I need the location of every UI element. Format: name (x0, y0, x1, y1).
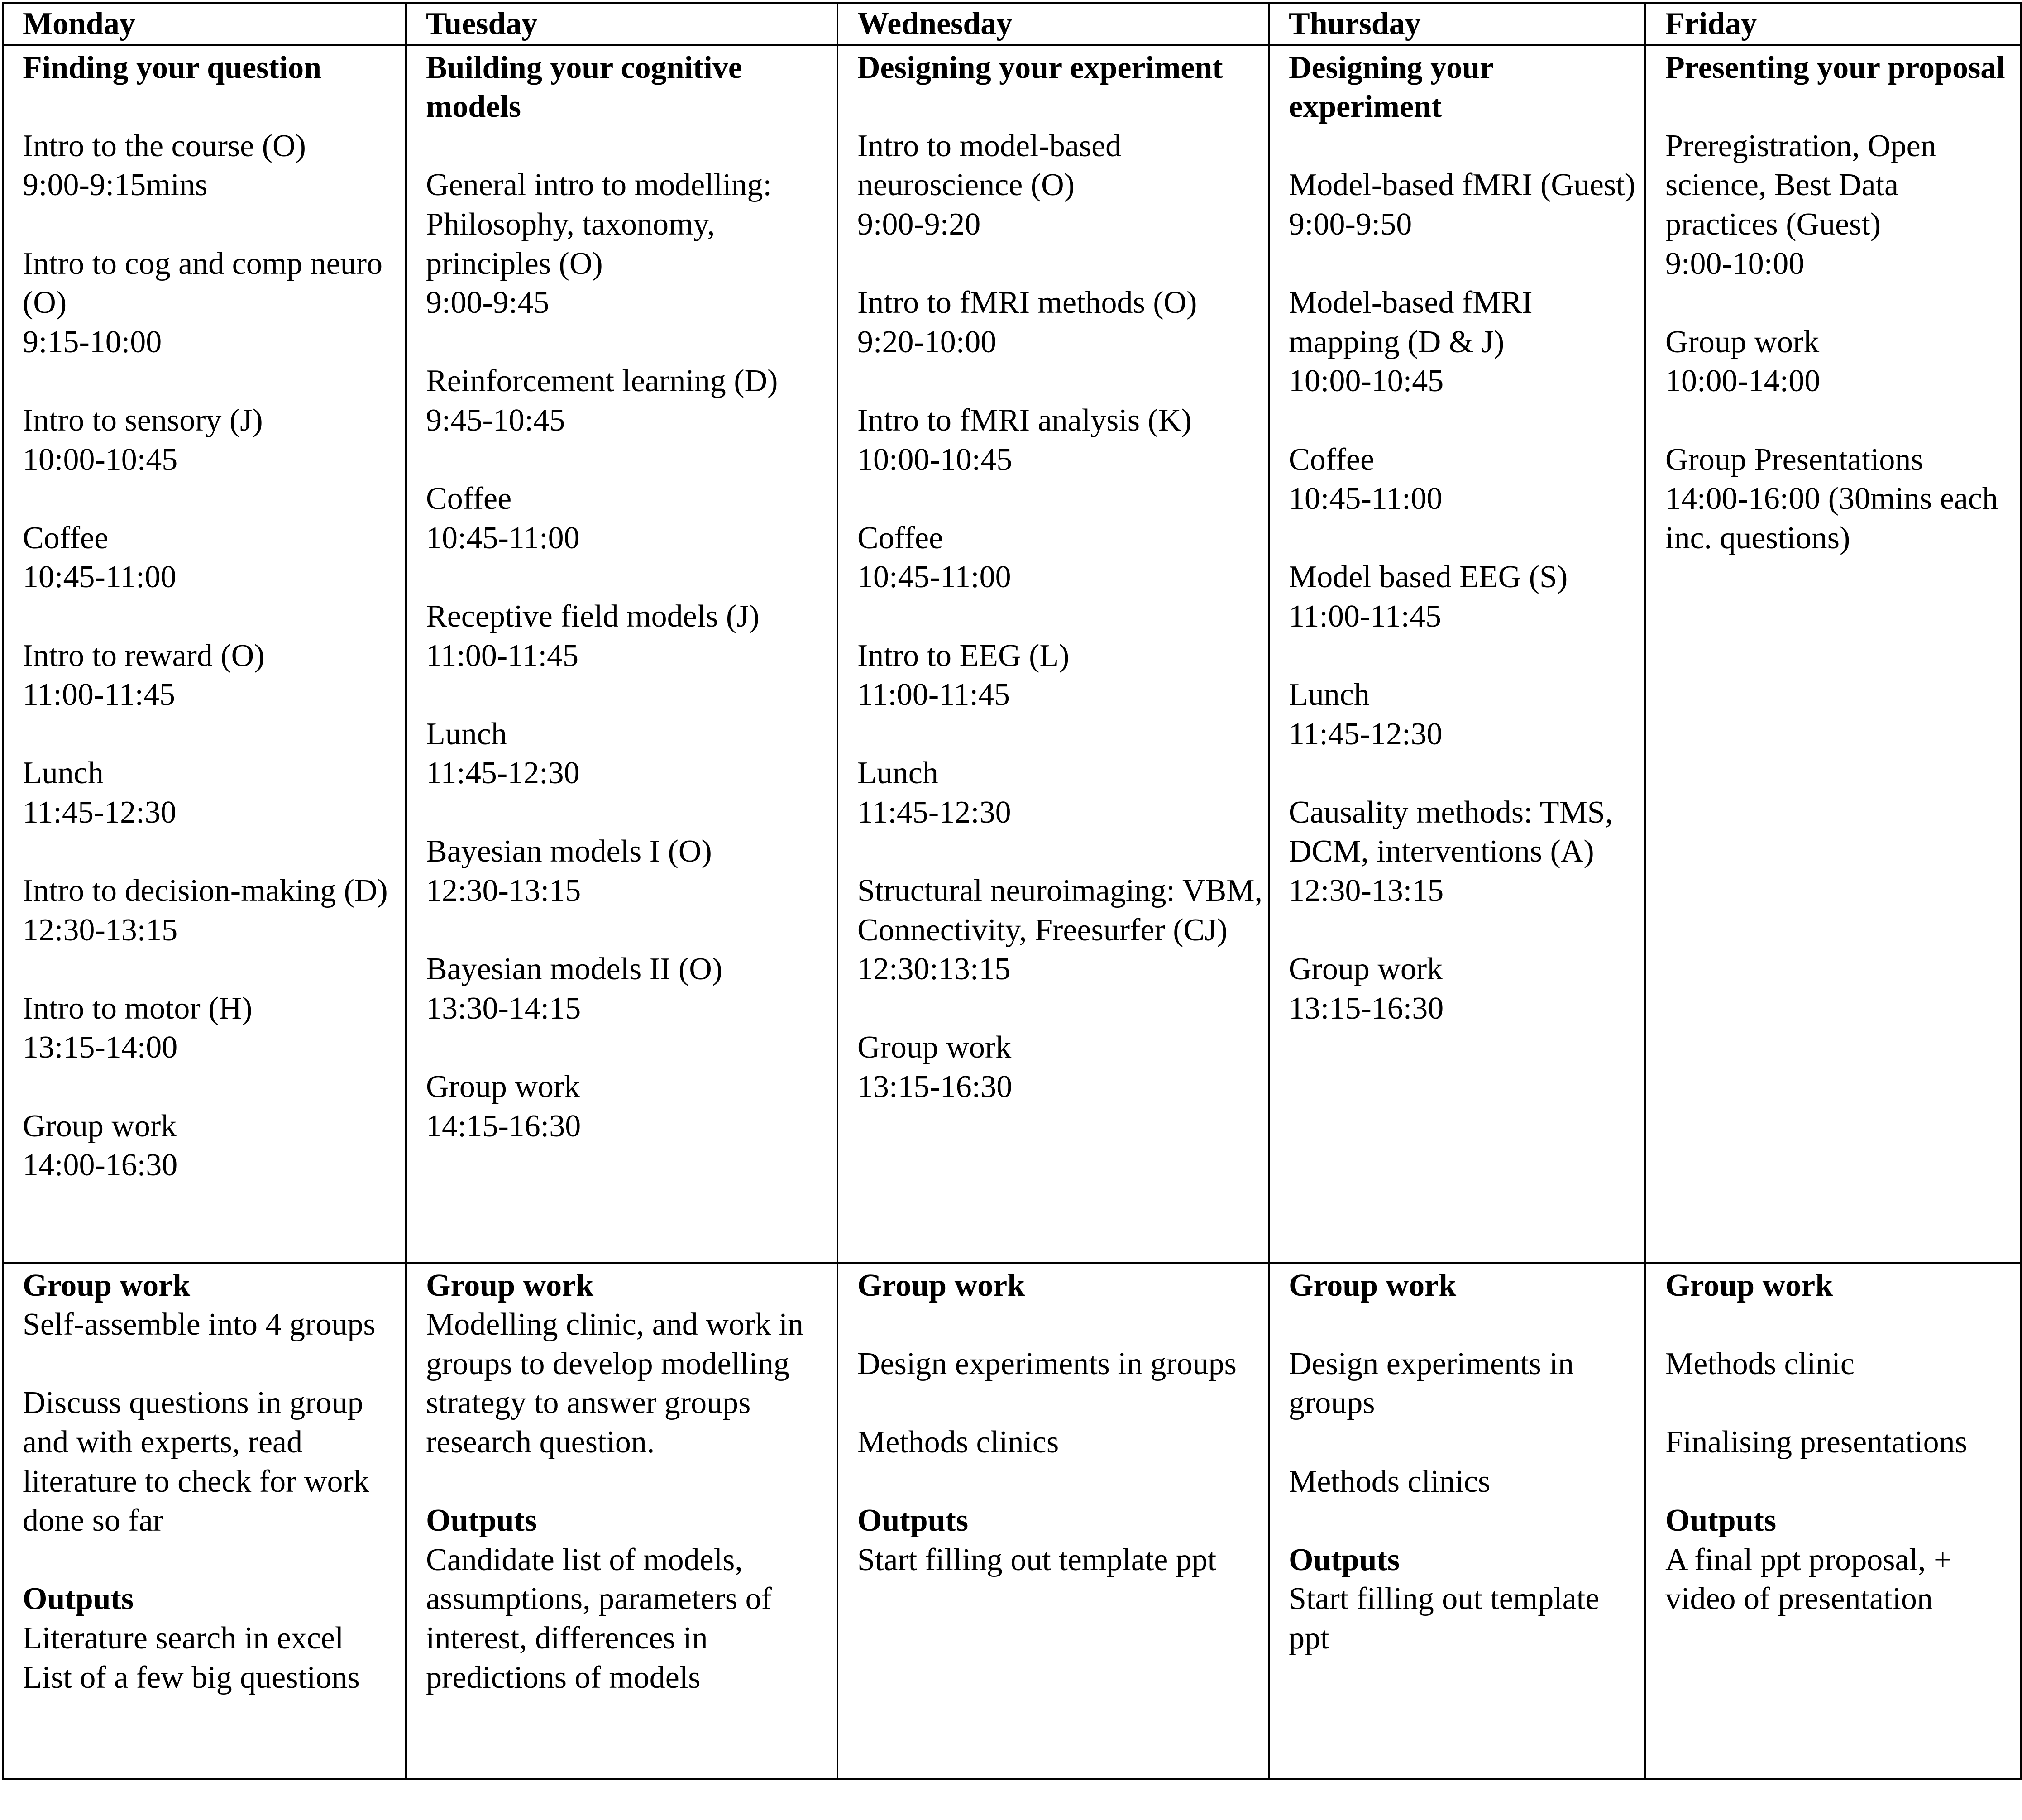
session-title: Intro to fMRI methods (O) (857, 285, 1197, 321)
session-time: 11:45-12:30 (857, 795, 1011, 830)
session-title: Intro to decision-making (D) (23, 873, 388, 909)
session-time: 10:00-10:45 (23, 442, 178, 477)
session-item (23, 519, 402, 597)
day-header: Thursday (1269, 3, 1645, 45)
session-title: Bayesian models I (O) (426, 834, 712, 869)
output-item: Literature search in excel (23, 1620, 344, 1656)
session-title: Coffee (857, 520, 943, 556)
session-title: Group work (23, 1108, 177, 1144)
session-time: 11:00-11:45 (857, 677, 1010, 713)
groupwork-section (426, 1266, 833, 1462)
output-item: Start filling out template ppt (1289, 1581, 1600, 1656)
session-item (23, 754, 402, 832)
session-title: Lunch (1289, 677, 1370, 713)
sessions-cell (3, 45, 406, 1263)
session-title: Group work (857, 1030, 1012, 1065)
groupwork-text: Methods clinics (1289, 1464, 1491, 1499)
session-time: 14:15-16:30 (426, 1108, 581, 1144)
groupwork-paragraph (23, 1384, 402, 1540)
session-time: 9:45-10:45 (426, 402, 565, 438)
session-item (426, 597, 833, 675)
session-item (1289, 675, 1641, 754)
session-item (1289, 441, 1641, 519)
session-time: 12:30-13:15 (1289, 873, 1444, 909)
session-item (23, 1107, 402, 1185)
session-item (23, 637, 402, 715)
session-title: Group work (426, 1069, 580, 1105)
session-time: 13:15-16:30 (1289, 991, 1444, 1026)
session-time: 11:00-11:45 (1289, 599, 1442, 634)
session-time: 9:00-10:00 (1665, 246, 1805, 281)
session-item (1665, 323, 2017, 401)
outputs-heading: Outputs (1665, 1503, 1777, 1538)
session-title: Bayesian models II (O) (426, 952, 723, 987)
session-title: Reinforcement learning (D) (426, 364, 778, 399)
session-title: Group work (1289, 952, 1443, 987)
groupwork-cell (406, 1263, 837, 1779)
session-time: 11:00-11:45 (23, 677, 176, 713)
groupwork-text: Finalising presentations (1665, 1424, 1967, 1460)
session-item (426, 479, 833, 558)
session-time: 12:30:13:15 (857, 952, 1011, 987)
groupwork-text: Self-assemble into 4 groups (23, 1307, 376, 1342)
groupwork-heading: Group work (23, 1268, 191, 1303)
session-item (857, 283, 1264, 362)
output-item: List of a few big questions (23, 1660, 360, 1695)
session-time: 10:45-11:00 (426, 520, 580, 556)
day-theme: Designing your experiment (857, 50, 1223, 85)
groupwork-text: Discuss questions in group and with experts, read literature to check for work done so far (23, 1385, 369, 1538)
session-title: Coffee (426, 481, 512, 517)
groupwork-text: Methods clinic (1665, 1346, 1855, 1381)
session-title: Group work (1665, 324, 1820, 359)
session-title: Intro to sensory (J) (23, 402, 263, 438)
session-time: 9:00-9:20 (857, 206, 981, 242)
session-title: Receptive field models (J) (426, 599, 760, 634)
session-item (857, 872, 1264, 989)
day-header: Tuesday (406, 3, 837, 45)
outputs-heading: Outputs (23, 1581, 134, 1617)
session-time: 13:30-14:15 (426, 991, 581, 1026)
groupwork-section (1289, 1266, 1641, 1306)
session-item (23, 127, 402, 205)
session-time: 12:30-13:15 (23, 912, 178, 948)
groupwork-text: Methods clinics (857, 1424, 1059, 1460)
groupwork-section (23, 1266, 402, 1345)
sessions-cell (1269, 45, 1645, 1263)
outputs-heading: Outputs (1289, 1542, 1400, 1577)
session-time: 9:00-9:45 (426, 285, 550, 321)
session-item (857, 754, 1264, 832)
sessions-row (3, 45, 2021, 1263)
session-time: 10:00-10:45 (857, 442, 1013, 477)
groupwork-cell (837, 1263, 1269, 1779)
groupwork-heading: Group work (1289, 1268, 1457, 1303)
day-theme: Presenting your proposal (1665, 50, 2005, 85)
session-item (1289, 793, 1641, 911)
groupwork-paragraph (1665, 1345, 2017, 1384)
output-item: Start filling out template ppt (857, 1542, 1217, 1577)
weekly-schedule-table (2, 2, 2022, 1780)
groupwork-paragraph (1665, 1423, 2017, 1462)
session-title: Intro to model-based neuroscience (O) (857, 128, 1122, 203)
outputs-section (857, 1501, 1264, 1580)
groupwork-heading: Group work (1665, 1268, 1833, 1303)
session-title: Structural neuroimaging: VBM, Connectivity, Freesurfer (CJ) (857, 873, 1262, 948)
session-item (857, 519, 1264, 597)
groupwork-heading: Group work (857, 1268, 1025, 1303)
session-time: 12:30-13:15 (426, 873, 581, 909)
session-item (426, 362, 833, 440)
output-item: Candidate list of models, assumptions, parameters of interest, differences in predictions of models (426, 1542, 772, 1695)
session-title: Model-based fMRI mapping (D & J) (1289, 285, 1533, 359)
session-time: 9:00-9:50 (1289, 206, 1412, 242)
session-title: Intro to the course (O) (23, 128, 306, 163)
session-item (1289, 283, 1641, 401)
session-time: 9:00-9:15mins (23, 168, 208, 203)
groupwork-paragraph (857, 1423, 1264, 1462)
day-theme: Building your cognitive models (426, 50, 742, 125)
session-title: Coffee (1289, 442, 1375, 477)
session-item (426, 950, 833, 1028)
session-title: Intro to reward (O) (23, 638, 265, 673)
sessions-cell (837, 45, 1269, 1263)
outputs-section (23, 1580, 402, 1697)
groupwork-heading: Group work (426, 1268, 594, 1303)
groupwork-paragraph (1289, 1462, 1641, 1502)
sessions-cell (406, 45, 837, 1263)
day-header: Wednesday (837, 3, 1269, 45)
session-time: 10:45-11:00 (23, 560, 177, 595)
session-item (426, 832, 833, 910)
header-row (3, 3, 2021, 45)
session-item (23, 989, 402, 1068)
outputs-section (1665, 1501, 2017, 1619)
session-item (1289, 950, 1641, 1028)
session-item (1289, 166, 1641, 244)
session-time: 13:15-14:00 (23, 1030, 178, 1065)
session-title: General intro to modelling: Philosophy, taxonomy, principles (O) (426, 168, 772, 281)
session-title: Lunch (857, 756, 938, 791)
day-header: Monday (3, 3, 406, 45)
session-item (857, 127, 1264, 244)
groupwork-paragraph (1289, 1345, 1641, 1423)
session-title: Model based EEG (S) (1289, 560, 1568, 595)
session-title: Intro to EEG (L) (857, 638, 1070, 673)
session-item (426, 1068, 833, 1146)
session-title: Model-based fMRI (Guest) (1289, 168, 1635, 203)
session-item (857, 637, 1264, 715)
session-time: 10:00-10:45 (1289, 364, 1444, 399)
session-item (1665, 127, 2017, 283)
session-time: 14:00-16:30 (23, 1148, 178, 1183)
session-item (857, 401, 1264, 479)
session-time: 11:45-12:30 (1289, 716, 1443, 752)
groupwork-text: Design experiments in groups (1289, 1346, 1574, 1421)
session-title: Coffee (23, 520, 109, 556)
session-item (1665, 441, 2017, 558)
session-time: 10:45-11:00 (857, 560, 1011, 595)
session-title: Lunch (23, 756, 104, 791)
session-title: Intro to fMRI analysis (K) (857, 402, 1192, 438)
day-theme: Designing your experiment (1289, 50, 1493, 125)
session-title: Intro to cog and comp neuro (O) (23, 246, 383, 321)
groupwork-paragraph (857, 1345, 1264, 1384)
outputs-heading: Outputs (857, 1503, 969, 1538)
session-time: 9:20-10:00 (857, 324, 997, 359)
groupwork-section (1665, 1266, 2017, 1306)
day-theme: Finding your question (23, 50, 322, 85)
session-title: Preregistration, Open science, Best Data practices (Guest) (1665, 128, 1936, 242)
session-time: 11:45-12:30 (23, 795, 177, 830)
session-item (23, 401, 402, 479)
outputs-section (1289, 1541, 1641, 1658)
groupwork-text: Modelling clinic, and work in groups to develop modelling strategy to answer groups research question. (426, 1307, 804, 1460)
session-time: 14:00-16:00 (30mins each inc. questions) (1665, 481, 1998, 556)
session-time: 11:00-11:45 (426, 638, 579, 673)
groupwork-cell (3, 1263, 406, 1779)
session-time: 13:15-16:30 (857, 1069, 1013, 1105)
output-item: A final ppt proposal, + video of presentation (1665, 1542, 1952, 1617)
session-item (857, 1028, 1264, 1106)
session-item (1289, 558, 1641, 636)
session-title: Intro to motor (H) (23, 991, 253, 1026)
session-time: 9:15-10:00 (23, 324, 162, 359)
session-item (23, 872, 402, 950)
session-title: Causality methods: TMS, DCM, interventions (A) (1289, 795, 1613, 869)
session-item (426, 166, 833, 322)
session-title: Group Presentations (1665, 442, 1923, 477)
sessions-cell (1645, 45, 2021, 1263)
groupwork-section (857, 1266, 1264, 1306)
session-time: 10:45-11:00 (1289, 481, 1443, 517)
session-title: Lunch (426, 716, 507, 752)
groupwork-text: Design experiments in groups (857, 1346, 1237, 1381)
outputs-section (426, 1501, 833, 1697)
groupwork-cell (1269, 1263, 1645, 1779)
session-item (23, 244, 402, 362)
groupwork-cell (1645, 1263, 2021, 1779)
outputs-heading: Outputs (426, 1503, 537, 1538)
groupwork-row (3, 1263, 2021, 1779)
session-item (426, 715, 833, 793)
session-time: 10:00-14:00 (1665, 364, 1821, 399)
session-time: 11:45-12:30 (426, 756, 580, 791)
day-header: Friday (1645, 3, 2021, 45)
